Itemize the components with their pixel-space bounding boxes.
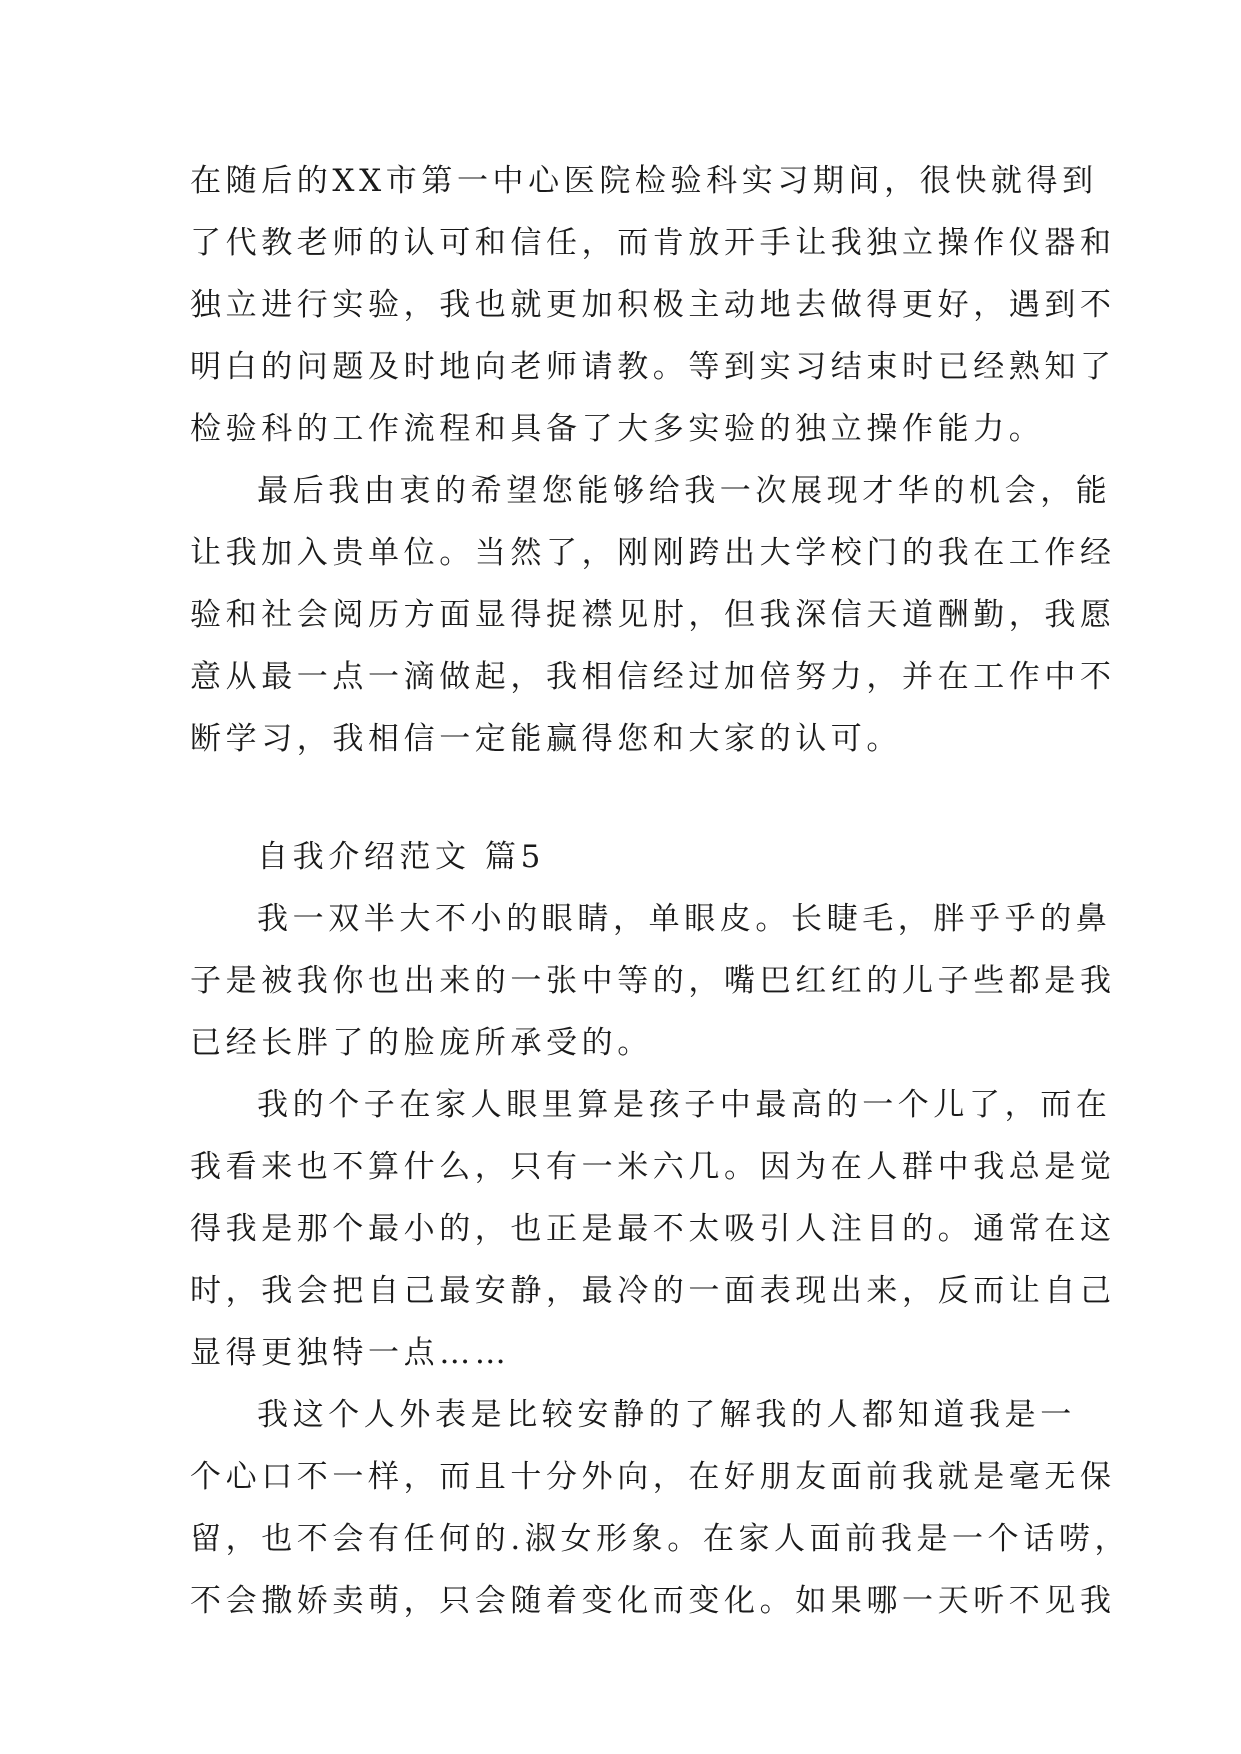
paragraph-gap xyxy=(190,770,1070,826)
section-heading: 自我介绍范文 篇5 xyxy=(257,839,545,875)
text-line: 检验科的工作流程和具备了大多实验的独立操作能力。 xyxy=(190,411,1045,447)
text-line: 我一双半大不小的眼睛，单眼皮。长睫毛，胖乎乎的鼻 xyxy=(257,901,1112,937)
text-line: 显得更独特一点…… xyxy=(190,1335,511,1371)
text-line: 在随后的XX市第一中心医院检验科实习期间，很快就得到 xyxy=(190,163,1098,199)
text-line: 意从最一点一滴做起，我相信经过加倍努力，并在工作中不 xyxy=(190,659,1116,695)
text-line: 我这个人外表是比较安静的了解我的人都知道我是一 xyxy=(257,1397,1076,1433)
text-line: 明白的问题及时地向老师请教。等到实习结束时已经熟知了 xyxy=(190,349,1116,385)
text-line: 留，也不会有任何的.淑女形象。在家人面前我是一个话唠， xyxy=(190,1521,1131,1557)
paragraph-height xyxy=(190,1074,1116,1384)
paragraph-closing xyxy=(190,460,1116,770)
text-line: 已经长胖了的脸庞所承受的。 xyxy=(190,1025,653,1061)
text-line: 时，我会把自己最安静，最冷的一面表现出来，反而让自己 xyxy=(190,1273,1116,1309)
paragraph-internship xyxy=(190,150,1116,460)
text-line: 独立进行实验，我也就更加积极主动地去做得更好，遇到不 xyxy=(190,287,1116,323)
text-line: 我看来也不算什么，只有一米六几。因为在人群中我总是觉 xyxy=(190,1149,1116,1185)
paragraph-personality xyxy=(190,1384,1131,1632)
text-line: 我的个子在家人眼里算是孩子中最高的一个儿了，而在 xyxy=(257,1087,1112,1123)
text-line: 子是被我你也出来的一张中等的，嘴巴红红的儿子些都是我 xyxy=(190,963,1116,999)
text-line: 让我加入贵单位。当然了，刚刚跨出大学校门的我在工作经 xyxy=(190,535,1116,571)
document-body xyxy=(190,150,1131,1632)
text-line: 验和社会阅历方面显得捉襟见肘，但我深信天道酬勤，我愿 xyxy=(190,597,1116,633)
text-line: 个心口不一样，而且十分外向，在好朋友面前我就是毫无保 xyxy=(190,1459,1116,1495)
text-line: 不会撒娇卖萌，只会随着变化而变化。如果哪一天听不见我 xyxy=(190,1583,1116,1619)
paragraph-appearance xyxy=(190,888,1116,1074)
text-line: 得我是那个最小的，也正是最不太吸引人注目的。通常在这 xyxy=(190,1211,1116,1247)
text-line: 断学习，我相信一定能赢得您和大家的认可。 xyxy=(190,721,902,757)
text-line: 了代教老师的认可和信任，而肯放开手让我独立操作仪器和 xyxy=(190,225,1116,261)
text-line: 最后我由衷的希望您能够给我一次展现才华的机会，能 xyxy=(257,473,1112,509)
